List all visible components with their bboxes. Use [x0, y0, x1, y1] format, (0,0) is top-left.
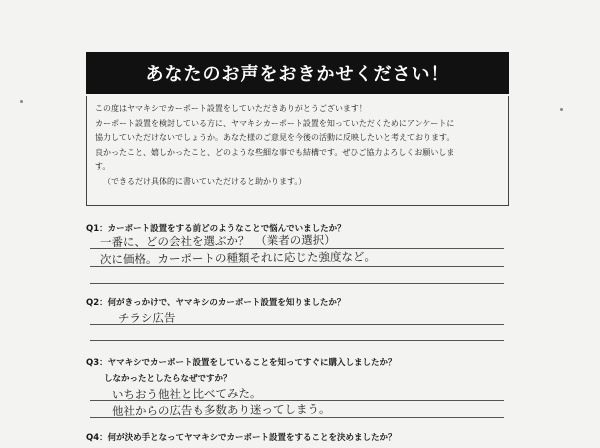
punch-hole-mark: [560, 108, 563, 111]
intro-line: この度はヤマキシでカーポート設置をしていただきありがとうございます！: [95, 104, 367, 113]
answer-rule: [90, 324, 504, 325]
answer-1-line-1: 一番に、どの会社を選ぶか？ （業者の選択）: [99, 232, 336, 250]
answer-rule: [90, 417, 504, 418]
question-3-label: Q3：ヤマキシでカーポート設置をしていることを知ってすぐに購入しましたか？: [86, 358, 397, 368]
intro-text-box: [86, 96, 509, 206]
question-4-label: Q4：何が決め手となってヤマキシでカーポート設置をすることを決めましたか？: [86, 433, 397, 443]
answer-rule: [90, 283, 504, 284]
intro-line: す。: [95, 162, 111, 171]
answer-rule: [90, 340, 504, 341]
intro-line: カーポート設置を検討している方に、ヤマキシカーポート設置を知っていただくためにアンケートに: [95, 118, 455, 128]
answer-3-line-1: いちおう他社と比べてみた。: [111, 386, 262, 402]
punch-hole-mark: [20, 100, 23, 103]
question-3-sublabel: しなかったとしたらなぜですか？: [104, 374, 232, 384]
answer-3-line-2: 他社からの広告も多数あり迷ってしまう。: [111, 401, 331, 419]
question-1-label: Q1：カーポート設置をする前どのようなことで悩んでいましたか？: [86, 224, 346, 234]
survey-title: あなたのお声をおきかせください！: [86, 52, 509, 94]
question-2-label: Q2：何がきっかけで、ヤマキシのカーポート設置を知りましたか？: [86, 298, 346, 308]
answer-2-line-1: チラシ広告: [117, 310, 176, 326]
intro-line: 良かったこと、嬉しかったこと、どのような些細な事でも結構です。ぜひご協力よろしくお願いしま: [95, 147, 455, 157]
intro-line: 協力していただけないでしょうか。あなた様のご意見を今後の活動に反映したいと考えております。: [95, 133, 455, 142]
answer-rule: [90, 266, 504, 267]
intro-note: （できるだけ具体的に書いていただけると助かります。）: [103, 176, 307, 186]
answer-1-line-2: 次に価格。カーポートの種類それに応じた強度など。: [99, 249, 377, 267]
